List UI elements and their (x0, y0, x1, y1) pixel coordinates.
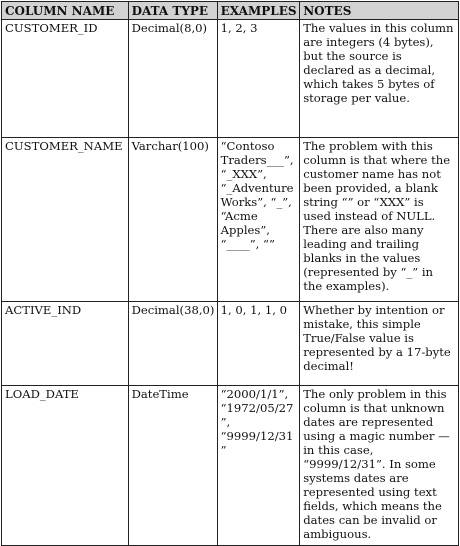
cell-examples: “2000/1/1”, “1972/05/27”, “9999/12/31” (217, 386, 300, 546)
header-data-type: DATA TYPE (128, 2, 217, 20)
header-column-name: COLUMN NAME (2, 2, 129, 20)
header-row (2, 2, 459, 20)
cell-column-name: ACTIVE_IND (2, 302, 129, 386)
cell-examples: “Contoso Traders___”, “_XXX”, “_Adventure Works”, “_”, “Acme Apples”, “____”, “” (217, 138, 300, 302)
table-row (2, 386, 459, 546)
table-body (2, 20, 459, 546)
cell-column-name: CUSTOMER_ID (2, 20, 129, 138)
cell-column-name: LOAD_DATE (2, 386, 129, 546)
cell-notes: The values in this column are integers (4 bytes), but the source is declared as a decimal, which takes 5 bytes of storage per value. (300, 20, 459, 138)
header-examples: EXAMPLES (217, 2, 300, 20)
table-row (2, 20, 459, 138)
cell-data-type: Varchar(100) (128, 138, 217, 302)
data-profile-table (1, 1, 459, 546)
cell-data-type: DateTime (128, 386, 217, 546)
header-notes: NOTES (300, 2, 459, 20)
cell-notes: The problem with this column is that where the customer name has not been provided, a blank string “” or “XXX” is used instead of NULL. There are also many leading and trailing blanks in the values (represented by “_” in the examples). (300, 138, 459, 302)
cell-examples: 1, 0, 1, 1, 0 (217, 302, 300, 386)
cell-examples: 1, 2, 3 (217, 20, 300, 138)
cell-notes: Whether by intention or mistake, this simple True/False value is represented by a 17-byte decimal! (300, 302, 459, 386)
cell-notes: The only problem in this column is that unknown dates are represented using a magic number — in this case, “9999/12/31”. In some systems dates are represented using text fields, which means the dates can be invalid or ambiguous. (300, 386, 459, 546)
cell-column-name: CUSTOMER_NAME (2, 138, 129, 302)
table-row (2, 138, 459, 302)
cell-data-type: Decimal(8,0) (128, 20, 217, 138)
table-row (2, 302, 459, 386)
cell-data-type: Decimal(38,0) (128, 302, 217, 386)
table-header (2, 2, 459, 20)
